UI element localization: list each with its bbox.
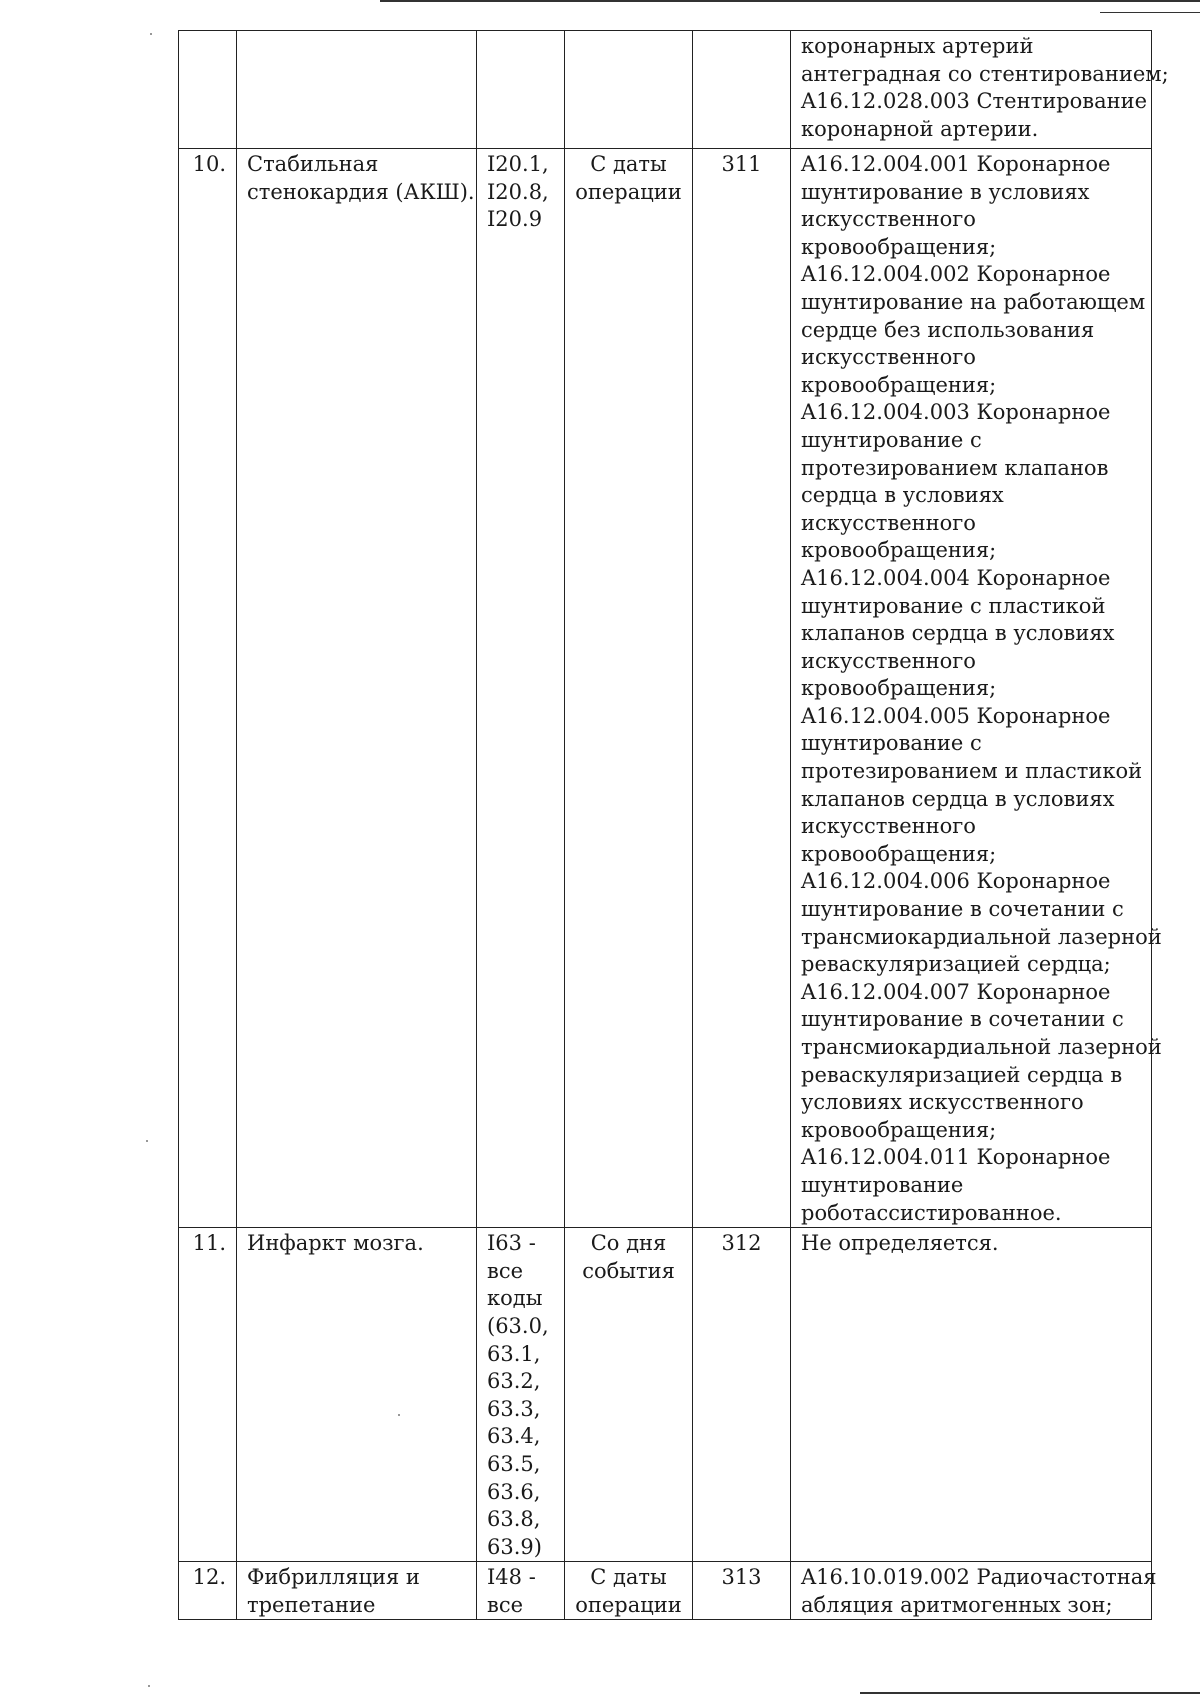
cell-desc-line: шунтирование с пластикой bbox=[801, 593, 1106, 618]
cell-codes-line: 63.6, bbox=[487, 1479, 541, 1504]
cell-codes-line: I20.9 bbox=[487, 207, 543, 232]
table-row bbox=[179, 1228, 1152, 1562]
cell-codes bbox=[477, 1562, 565, 1620]
cell-desc-line: роботассистированное. bbox=[801, 1200, 1062, 1225]
scan-edge-top-right bbox=[1100, 0, 1200, 13]
cell-desc-line: A16.12.004.007 Коронарное bbox=[801, 979, 1111, 1004]
cell-codes-line: 63.9) bbox=[487, 1534, 542, 1559]
cell-codes bbox=[477, 1228, 565, 1562]
scan-speck bbox=[146, 1140, 148, 1142]
cell-desc-line: Не определяется. bbox=[801, 1231, 999, 1256]
cell-desc-line: A16.12.004.005 Коронарное bbox=[801, 703, 1111, 728]
cell-name bbox=[237, 1562, 477, 1620]
cell-desc-line: клапанов сердца в условиях bbox=[801, 621, 1115, 646]
cell-desc-line: кровообращения; bbox=[801, 841, 997, 866]
cell-num-line: 10. bbox=[192, 152, 226, 176]
cell-desc-line: A16.12.004.011 Коронарное bbox=[801, 1145, 1111, 1170]
cell-desc-line: A16.12.004.002 Коронарное bbox=[801, 262, 1111, 287]
document-table bbox=[178, 30, 1169, 1620]
cell-desc-line: кровообращения; bbox=[801, 372, 997, 397]
cell-id bbox=[693, 149, 791, 1228]
cell-desc-line: протезированием и пластикой bbox=[801, 759, 1143, 784]
cell-num bbox=[179, 149, 237, 1228]
cell-desc-line: сердца в условиях bbox=[801, 483, 1004, 508]
cell-codes-line: 63.3, bbox=[487, 1396, 541, 1421]
cell-desc-line: A16.12.004.003 Коронарное bbox=[801, 400, 1111, 425]
cell-name bbox=[237, 1228, 477, 1562]
cell-desc-line: коронарных артерий bbox=[801, 34, 1034, 58]
cell-date-line: события bbox=[582, 1258, 675, 1283]
cell-desc-line: протезированием клапанов bbox=[801, 455, 1109, 480]
cell-desc-line: трансмиокардиальной лазерной bbox=[801, 924, 1162, 949]
cell-desc-line: трансмиокардиальной лазерной bbox=[801, 1035, 1162, 1059]
cell-date bbox=[565, 1228, 693, 1562]
cell-id-line: 311 bbox=[721, 152, 762, 176]
cell-desc-line: шунтирование на работающем bbox=[801, 289, 1146, 314]
cell-id-line: 313 bbox=[721, 1565, 762, 1590]
cell-desc-line: шунтирование с bbox=[801, 427, 982, 452]
table-row bbox=[179, 149, 1152, 1228]
cell-date-line: операции bbox=[575, 179, 682, 204]
cell-desc-line: сердце без использования bbox=[801, 317, 1095, 342]
cell-id-line: 312 bbox=[721, 1231, 762, 1256]
cell-date-line: Со дня bbox=[590, 1231, 667, 1256]
cell-num-line: 12. bbox=[192, 1565, 226, 1590]
cell-codes-line: 63.2, bbox=[487, 1369, 541, 1394]
cell-desc-line: абляция аритмогенных зон; bbox=[801, 1592, 1113, 1617]
cell-desc-line: кровообращения; bbox=[801, 538, 997, 563]
scan-edge-top bbox=[380, 0, 1200, 2]
cell-codes-line: коды bbox=[487, 1286, 543, 1311]
cell-desc-line: антеградная со стентированием; bbox=[801, 61, 1169, 86]
cell-desc-line: A16.12.004.001 Коронарное bbox=[801, 152, 1111, 176]
cell-codes-line: I20.8, bbox=[487, 179, 549, 204]
cell-name-line: Инфаркт мозга. bbox=[247, 1231, 424, 1256]
cell-desc-line: искусственного bbox=[801, 648, 976, 673]
cell-codes-line: (63.0, bbox=[487, 1313, 549, 1338]
cell-desc-line: реваскуляризацией сердца; bbox=[801, 952, 1111, 977]
cell-num bbox=[179, 1562, 237, 1620]
cell-desc-line: шунтирование в условиях bbox=[801, 179, 1090, 204]
cell-desc-line: шунтирование в сочетании с bbox=[801, 1007, 1124, 1032]
cell-desc bbox=[791, 31, 1169, 149]
cell-name-line: стенокардия (АКШ). bbox=[247, 179, 475, 204]
cell-id bbox=[693, 31, 791, 149]
cell-date-line: С даты bbox=[590, 1565, 667, 1590]
cell-desc-line: клапанов сердца в условиях bbox=[801, 786, 1115, 811]
cell-desc bbox=[791, 1562, 1157, 1620]
cell-date-line: операции bbox=[575, 1592, 682, 1617]
cell-name-line: трепетание bbox=[247, 1592, 376, 1617]
cell-codes-line: 63.8, bbox=[487, 1507, 541, 1532]
cell-desc-line: искусственного bbox=[801, 814, 976, 839]
cell-num-line: 11. bbox=[192, 1231, 226, 1256]
cell-name-line: Стабильная bbox=[247, 152, 379, 176]
cell-desc-line: кровообращения; bbox=[801, 1117, 997, 1142]
cell-codes bbox=[477, 31, 565, 149]
cell-desc-line: искусственного bbox=[801, 510, 976, 535]
cell-desc-line: шунтирование в сочетании с bbox=[801, 897, 1124, 922]
cell-desc-line: шунтирование bbox=[801, 1172, 964, 1197]
cell-desc-line: кровообращения; bbox=[801, 676, 997, 701]
cell-desc-line: A16.10.019.002 Радиочастотная bbox=[801, 1565, 1157, 1590]
scan-speck bbox=[150, 33, 152, 35]
cell-num bbox=[179, 31, 237, 149]
cell-name bbox=[237, 31, 477, 149]
scan-edge-bottom bbox=[860, 1692, 1200, 1694]
cell-codes-line: 63.1, bbox=[487, 1341, 541, 1366]
cell-desc-line: A16.12.004.006 Коронарное bbox=[801, 869, 1111, 894]
cell-desc-line: кровообращения; bbox=[801, 234, 997, 259]
cell-name bbox=[237, 149, 477, 1228]
cell-codes-line: I63 - bbox=[487, 1231, 536, 1256]
table-body bbox=[179, 31, 1169, 1620]
cell-date bbox=[565, 1562, 693, 1620]
cell-desc-line: коронарной артерии. bbox=[801, 116, 1039, 141]
cell-date bbox=[565, 149, 693, 1228]
cell-codes-line: все bbox=[487, 1258, 524, 1283]
cell-desc bbox=[791, 1228, 1152, 1562]
cell-codes-line: 63.5, bbox=[487, 1451, 541, 1476]
cell-codes bbox=[477, 149, 565, 1228]
cell-id bbox=[693, 1562, 791, 1620]
cell-codes-line: 63.4, bbox=[487, 1424, 541, 1449]
cell-desc bbox=[791, 149, 1162, 1228]
cell-date bbox=[565, 31, 693, 149]
cell-desc-line: A16.12.004.004 Коронарное bbox=[801, 565, 1111, 590]
cell-name-line: Фибрилляция и bbox=[247, 1565, 420, 1590]
cell-id bbox=[693, 1228, 791, 1562]
cell-date-line: С даты bbox=[590, 152, 667, 176]
cell-desc-line: условиях искусственного bbox=[801, 1090, 1084, 1115]
scan-speck bbox=[148, 1685, 150, 1687]
cell-desc-line: искусственного bbox=[801, 345, 976, 370]
cell-desc-line: реваскуляризацией сердца в bbox=[801, 1062, 1123, 1087]
cell-desc-line: шунтирование с bbox=[801, 731, 982, 756]
cell-desc-line: A16.12.028.003 Стентирование bbox=[801, 89, 1148, 114]
table-row bbox=[179, 31, 1152, 149]
cell-codes-line: I20.1, bbox=[487, 152, 549, 176]
cell-desc-line: искусственного bbox=[801, 207, 976, 232]
cell-codes-line: все bbox=[487, 1592, 524, 1617]
table-row bbox=[179, 1562, 1152, 1620]
cell-codes-line: I48 - bbox=[487, 1565, 536, 1590]
cell-num bbox=[179, 1228, 237, 1562]
